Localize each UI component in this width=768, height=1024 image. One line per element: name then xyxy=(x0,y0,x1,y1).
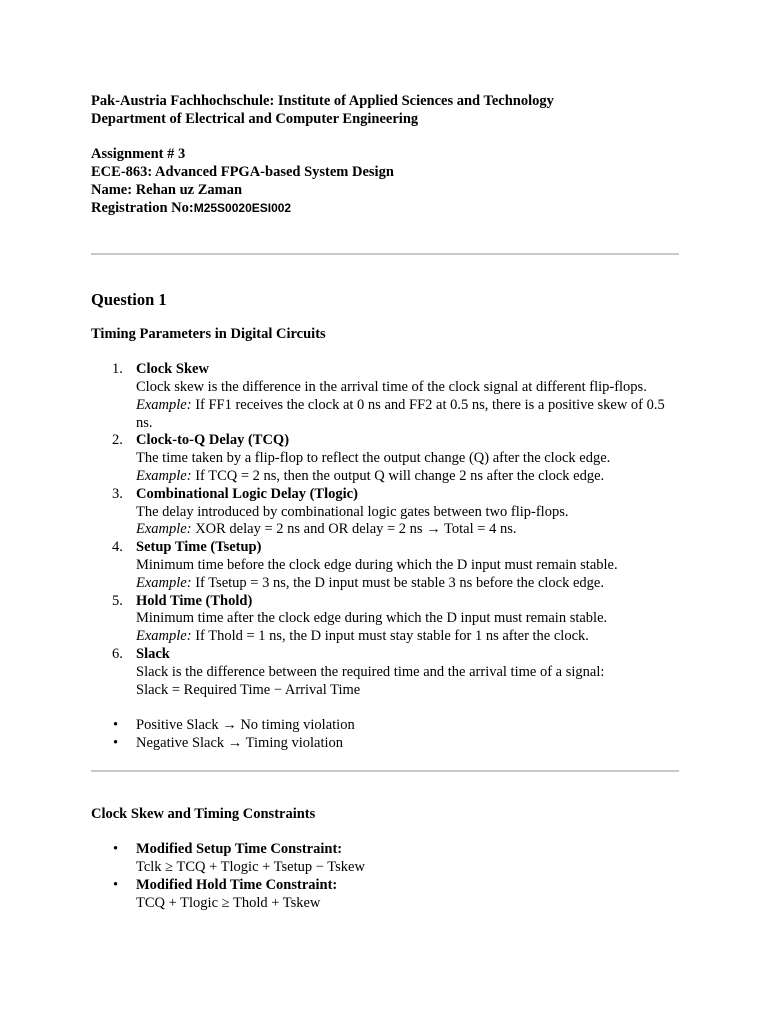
example-label: Example: xyxy=(136,521,192,538)
constraints-list xyxy=(91,841,679,912)
bullet-item xyxy=(91,735,679,753)
bullet-icon: • xyxy=(113,717,119,734)
example-text: XOR delay = 2 ns and OR delay = 2 ns → Total = 4 ns. xyxy=(191,521,517,538)
example-text: If Thold = 1 ns, the D input must stay stable for 1 ns after the clock. xyxy=(191,628,589,645)
item-description: Minimum time before the clock edge during which the D input must remain stable. xyxy=(136,556,618,573)
list-number: 5. xyxy=(112,592,123,609)
slack-formula: Slack = Required Time − Arrival Time xyxy=(136,681,361,698)
list-item xyxy=(91,539,679,592)
list-number: 4. xyxy=(112,539,123,556)
list-item xyxy=(91,361,679,432)
list-item xyxy=(91,432,679,485)
item-example xyxy=(136,521,679,539)
example-text: If Tsetup = 3 ns, the D input must be stable 3 ns before the clock edge. xyxy=(191,574,604,591)
item-description: The time taken by a flip-flop to reflect the output change (Q) after the clock edge. xyxy=(136,450,611,467)
list-number: 1. xyxy=(112,361,123,378)
item-description: Clock skew is the difference in the arrival time of the clock signal at different flip-flops. xyxy=(136,378,647,395)
list-number: 6. xyxy=(112,645,123,662)
item-description: The delay introduced by combinational logic gates between two flip-flops. xyxy=(136,503,569,520)
bullet-text: Negative Slack → Timing violation xyxy=(136,734,344,751)
item-example xyxy=(136,628,679,646)
item-example xyxy=(136,468,679,486)
example-text: If TCQ = 2 ns, then the output Q will change 2 ns after the clock edge. xyxy=(191,467,605,484)
example-label: Example: xyxy=(136,628,192,645)
bullet-item xyxy=(91,877,679,913)
item-title: Clock Skew xyxy=(136,361,209,378)
bullet-item xyxy=(91,841,679,877)
section-title: Clock Skew and Timing Constraints xyxy=(91,805,316,822)
item-title: Combinational Logic Delay (Tlogic) xyxy=(136,485,358,502)
item-example xyxy=(136,575,679,593)
item-title: Hold Time (Thold) xyxy=(136,592,253,609)
question-title: Question 1 xyxy=(91,289,167,309)
item-title: Setup Time (Tsetup) xyxy=(136,539,262,556)
item-description: Slack is the difference between the required time and the arrival time of a signal: xyxy=(136,663,605,680)
institution-line: Pak-Austria Fachhochschule: Institute of Applied Sciences and Technology xyxy=(91,93,554,109)
timing-parameters-list xyxy=(91,361,679,699)
bullet-icon: • xyxy=(113,841,119,858)
registration-number: M25S0020ESI002 xyxy=(193,200,292,215)
item-description: Minimum time after the clock edge during which the D input must remain stable. xyxy=(136,610,608,627)
list-item-slack xyxy=(91,646,679,699)
section-subtitle: Timing Parameters in Digital Circuits xyxy=(91,325,326,342)
bullet-item xyxy=(91,717,679,735)
item-title: Slack xyxy=(136,645,170,662)
slack-bullet-list xyxy=(91,717,679,753)
list-item xyxy=(91,593,679,646)
document-page xyxy=(91,93,679,912)
list-number: 3. xyxy=(112,485,123,502)
bullet-icon: • xyxy=(113,876,119,893)
course-line: ECE-863: Advanced FPGA-based System Design xyxy=(91,164,394,181)
constraint-title: Modified Hold Time Constraint: xyxy=(136,876,338,893)
bullet-text: Positive Slack → No timing violation xyxy=(136,717,355,734)
constraint-formula: Tclk ≥ TCQ + Tlogic + Tsetup − Tskew xyxy=(136,859,365,876)
list-number: 2. xyxy=(112,432,123,449)
constraint-formula: TCQ + Tlogic ≥ Thold + Tskew xyxy=(136,894,321,911)
assignment-line: Assignment # 3 xyxy=(91,146,186,163)
example-text: If FF1 receives the clock at 0 ns and FF2 at 0.5 ns, there is a positive skew of 0.5 ns. xyxy=(136,396,665,431)
item-example xyxy=(136,397,679,433)
example-label: Example: xyxy=(136,396,192,413)
item-title: Clock-to-Q Delay (TCQ) xyxy=(136,432,290,449)
example-label: Example: xyxy=(136,467,192,484)
constraint-title: Modified Setup Time Constraint: xyxy=(136,841,343,858)
list-item xyxy=(91,486,679,539)
example-label: Example: xyxy=(136,574,192,591)
department-line: Department of Electrical and Computer Engineering xyxy=(91,110,419,127)
registration-line xyxy=(91,200,679,218)
bullet-icon: • xyxy=(113,734,119,751)
registration-label: Registration No: xyxy=(91,199,194,216)
student-name-line: Name: Rehan uz Zaman xyxy=(91,181,243,198)
